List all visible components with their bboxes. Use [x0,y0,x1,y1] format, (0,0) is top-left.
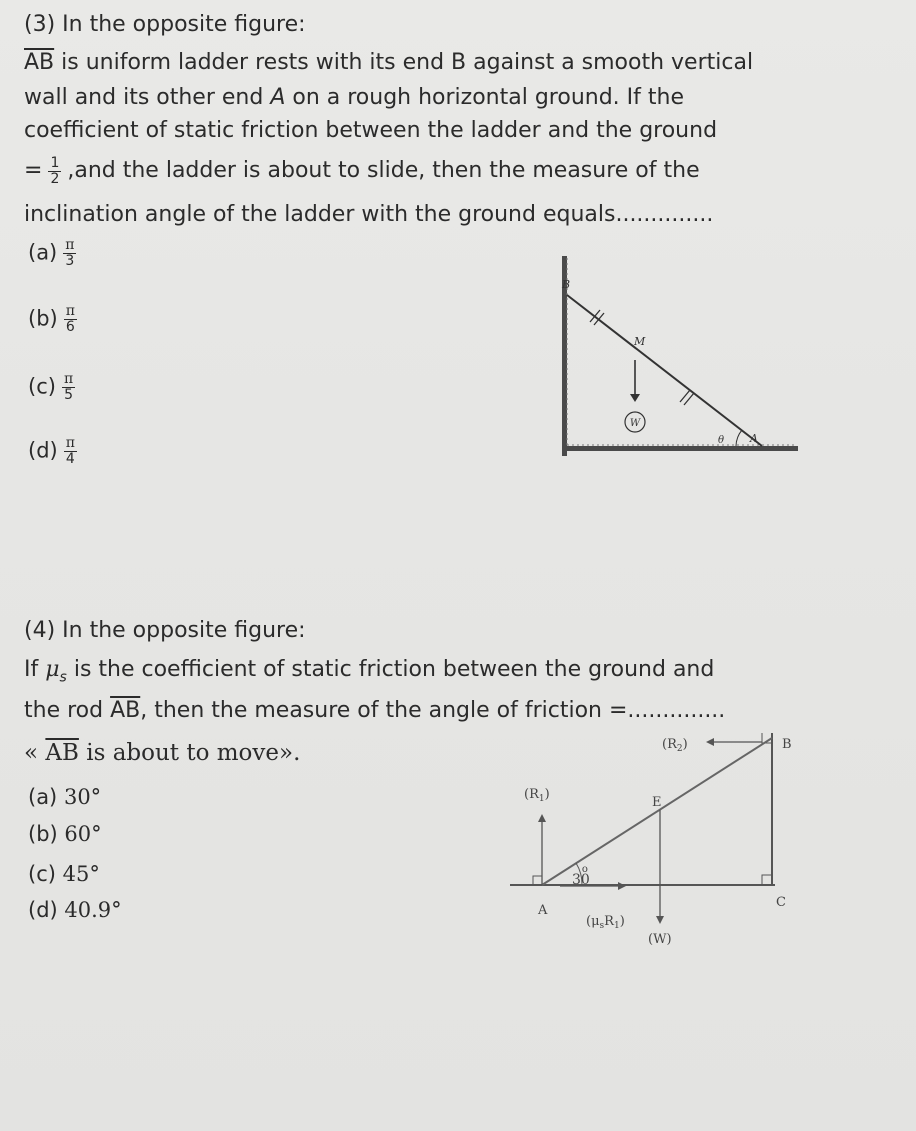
label-r1: $(R_1)$ [524,787,550,804]
option-value: 45° [62,862,100,886]
label-c: C [776,895,786,910]
q4-line-3 [24,736,300,770]
ladder-ab [567,295,762,446]
label-w: (W) [648,932,672,947]
fraction-numerator: π [63,371,74,387]
arrow-head-icon [538,814,546,822]
fraction-denominator: 3 [65,253,75,269]
option-label: (a) [28,240,58,265]
fraction-denominator: 4 [65,451,75,467]
label-a: A [538,903,548,918]
label-e: E [652,795,662,810]
option-label: (d) [28,898,58,922]
label-mu-r-sub: 1 [613,921,620,931]
arrow-head-icon [656,916,664,924]
option-label: (c) [28,862,56,886]
label-a: A [750,432,758,445]
arrow-head-icon [618,882,626,890]
q3-heading: (3) In the opposite figure: [24,12,306,37]
q4-heading: (4) In the opposite figure: [24,618,306,643]
fraction-denominator: 2 [50,170,60,187]
option-label: (c) [28,374,56,399]
q3-line-2 [24,81,684,115]
q3-point-a: A [270,85,286,110]
option-fraction [63,238,76,269]
q3-equals: = [24,158,43,183]
q4-segment-ab: $\overline{AB}$ [110,698,141,723]
q3-line-1-text: is uniform ladder rests with its end B against a smooth vertical [54,50,754,75]
q3-segment-ab: $\overline{AB}$ [24,50,55,75]
label-mu-r1: $(\mu_sR_1)$ [586,914,625,931]
option-fraction [62,372,75,403]
q4-line-1-b: is the coefficient of static friction between the ground and [66,657,715,682]
q3-option-d[interactable] [28,436,83,467]
option-value: 60° [64,822,102,846]
q3-line-2-a: wall and its other end [24,85,271,110]
q4-mu: μ [45,657,60,682]
q4-line-1-a: If [24,657,46,682]
label-angle [572,864,590,888]
arrow-head-icon [706,738,714,746]
q4-quote-open: « [24,740,46,766]
option-label: (d) [28,438,58,463]
q3-line-4-text: ,and the ladder is about to slide, then the measure of the [67,158,700,183]
label-m: M [634,335,646,348]
option-label: (b) [28,822,58,846]
fraction-numerator: π [65,303,75,319]
q3-line-5: inclination angle of the ladder with the ground equals.............. [24,202,714,227]
option-fraction [64,304,77,335]
label-r1-r: R [529,787,539,802]
q4-option-c[interactable] [28,862,100,886]
label-b: B [562,278,571,291]
label-r1-sub: 1 [538,794,545,804]
q3-line-2-b: on a rough horizontal ground. If the [285,85,684,110]
option-label: (a) [28,785,58,809]
q4-line-1 [24,653,714,694]
label-angle-deg: o [581,864,588,875]
option-value: 30° [63,785,102,809]
q3-line-3: coefficient of static friction between the ladder and the ground [24,118,718,143]
fraction-numerator: π [65,237,75,253]
label-r2-r: R [667,737,677,752]
label-angle-value: 30 [572,872,590,888]
angle-arc [736,430,742,446]
q3-line-1 [24,46,753,80]
label-w: W [629,418,641,429]
label-mu: μ [591,914,600,929]
arrow-head-icon [630,394,640,402]
q3-line-4 [24,154,700,188]
label-theta: θ [718,435,725,446]
q3-fraction-half [48,156,61,187]
label-mu-sub: s [599,921,605,931]
option-value: 40.9° [64,898,122,922]
option-label: (b) [28,306,58,331]
q3-option-a[interactable] [28,238,82,269]
q4-mu-subscript: s [59,669,67,686]
right-angle-mark [762,875,772,885]
right-angle-mark [533,876,542,885]
q4-option-d[interactable] [28,898,122,922]
q4-segment-ab-2: $\overline{AB}$ [45,740,79,766]
q4-line-2-a: the rod [24,698,111,723]
q4-option-b[interactable] [28,822,102,846]
q3-option-b[interactable] [28,304,83,335]
q4-option-a[interactable] [28,785,101,809]
fraction-numerator: 1 [50,154,60,171]
fraction-denominator: 5 [64,387,73,403]
fraction-numerator: π [65,435,75,451]
q3-option-c[interactable] [28,372,81,403]
label-r2-sub: 2 [676,744,683,754]
ground [562,446,798,451]
q4-rod-figure [500,718,810,958]
q4-line-2-b: , then the measure of the angle of friction =.............. [140,698,726,723]
label-w-text: W [653,932,667,947]
option-fraction [64,436,77,467]
label-b: B [782,737,792,752]
label-mu-r: R [604,914,614,929]
fraction-denominator: 6 [65,319,75,335]
q3-ladder-figure [540,250,810,465]
q4-line-3-text: is about to move». [78,740,301,766]
label-r2: $(R_2)$ [662,737,688,754]
